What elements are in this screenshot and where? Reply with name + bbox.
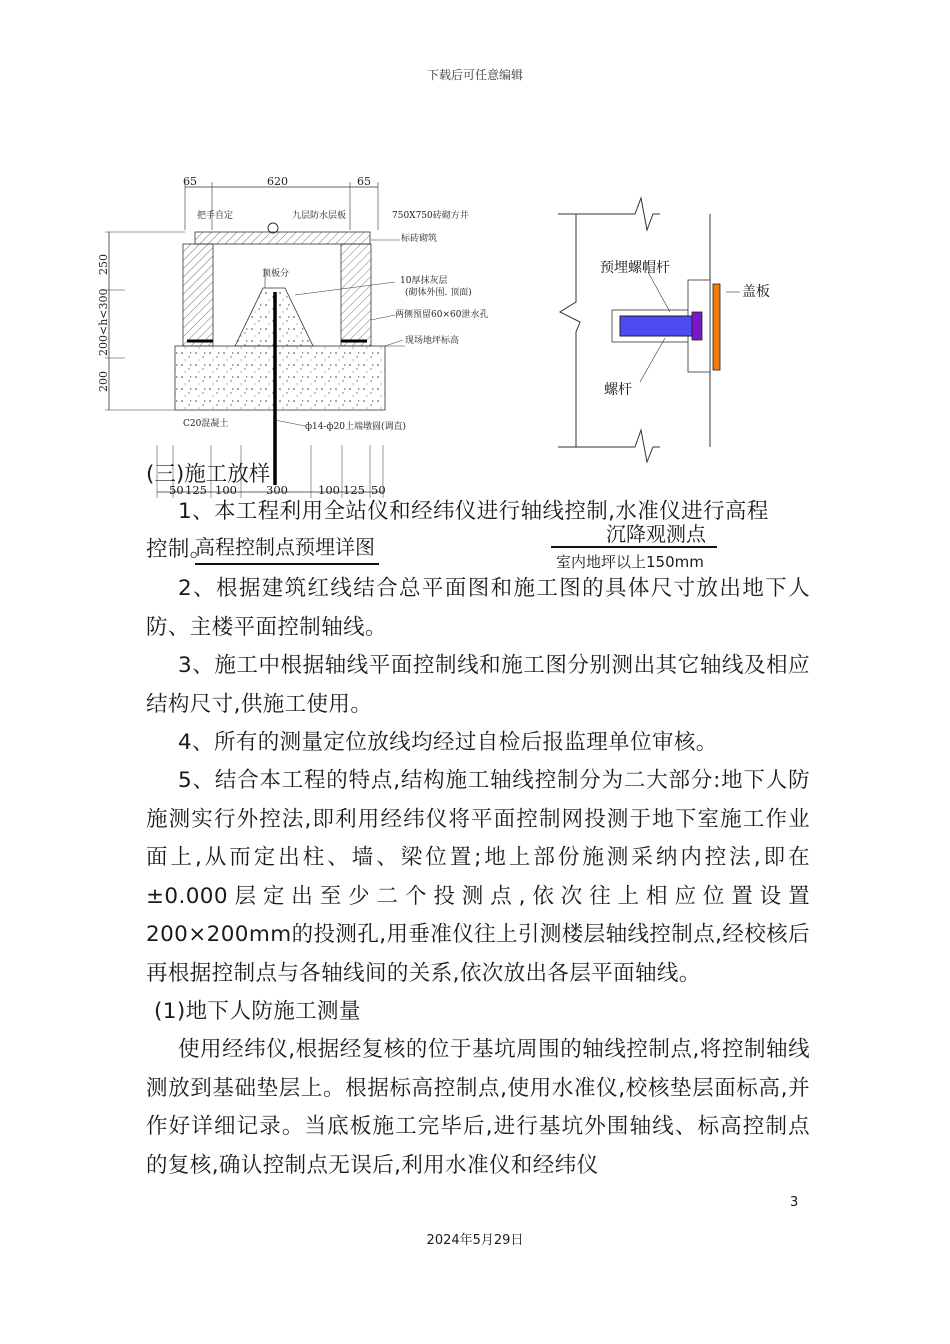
label-concrete: C20混凝土: [183, 419, 229, 429]
para-2: 2、根据建筑红线结合总平面图和施工图的具体尺寸放出地下人防、主楼平面控制轴线。: [146, 576, 810, 640]
para-5: 5、结合本工程的特点,结构施工轴线控制分为二大部分:地下人防施测实行外控法,即利用经纬仪将平面控制网投测于地下室施工作业面上,从而定出柱、墙、梁位置;地上部份施测采纳内控法,即在±0.000层定出至少二个投测点,依次往上相应位置设置200×200mm的投测孔,用垂准仪往上引测楼层轴线控制点,经校核后再根据控制点与各轴线间的关系,依次放出各层平面轴线。: [146, 768, 810, 986]
label-rebar: ф14-ф20上端墩圆(调直): [305, 422, 407, 432]
bolt-nut: [692, 312, 702, 340]
label-handle: 把手自定: [197, 211, 234, 221]
elevation-control-point-drawing: [95, 170, 489, 500]
cover-plate: [713, 284, 720, 370]
dim-bottom-1: 50: [169, 483, 184, 497]
label-waterproof: 九层防水层板: [292, 211, 347, 221]
caption-right-rule: [551, 546, 717, 548]
page-number: 3: [790, 1195, 799, 1210]
page-header-note: 下载后可任意编辑: [426, 68, 523, 82]
dim-bottom-7: 50: [371, 483, 386, 497]
label-drain: 两侧预留60×60泄水孔: [395, 310, 489, 320]
dim-left-h: 200<h<300: [97, 288, 110, 356]
label-plaster: 10厚抹灰层: [400, 276, 448, 286]
dim-bottom-6: 125: [343, 483, 365, 497]
dim-left-200: 200: [97, 371, 110, 392]
label-embedded: 预埋螺帽杆: [600, 260, 670, 276]
label-std-brick: 标砖砌筑: [401, 234, 438, 244]
dim-top-right: 65: [357, 175, 371, 188]
label-cover: 盖板: [742, 284, 770, 300]
section-heading: (三)施工放样: [146, 462, 271, 487]
dim-top-mid: 620: [267, 175, 288, 188]
settlement-point-drawing: [550, 192, 790, 452]
para-3: 3、施工中根据轴线平面控制线和施工图分别测出其它轴线及相应结构尺寸,供施工使用。: [146, 653, 810, 717]
caption-left: 高程控制点预埋详图: [195, 531, 379, 565]
dim-bottom-3: 100: [215, 483, 237, 497]
para-1-text-1: 1、本工程利用全站仪和经纬仪进行轴线控制,水准仪进行高程: [178, 499, 769, 524]
dim-top-left: 65: [183, 175, 197, 188]
label-plaster-note: (砌体外围. 顶面): [405, 288, 472, 298]
para-1-line-1: [146, 493, 810, 532]
footer-date: 2024年5月29日: [426, 1233, 524, 1248]
dim-bottom-2: 125: [185, 483, 207, 497]
caption-right: 沉降观测点: [606, 522, 706, 546]
sub-heading: (1)地下人防施工测量: [154, 999, 361, 1024]
para-1-line-2: 控制。: [146, 537, 212, 562]
bolt-rod: [620, 316, 692, 336]
dim-bottom-5: 100: [318, 483, 340, 497]
label-top-mark: 顶板分: [262, 269, 290, 279]
para-6: 使用经纬仪,根据经复核的位于基坑周围的轴线控制点,将控制轴线测放到基础垫层上。根据标高控制点,使用水准仪,校核垫层面标高,并作好详细记录。当底板施工完毕后,进行基坑外围轴线、标高控制点的复核,确认控制点无误后,利用水准仪和经纬仪: [146, 1037, 810, 1178]
dim-bottom-4: 300: [266, 483, 288, 497]
label-ground: 现场地坪标高: [405, 336, 460, 346]
label-brick-well: 750X750砖砌方井: [392, 211, 469, 221]
para-4: 4、所有的测量定位放线均经过自检后报监理单位审核。: [178, 730, 718, 755]
dim-left-250: 250: [97, 254, 110, 275]
label-bolt: 螺杆: [604, 382, 632, 398]
caption-right-sub: 室内地坪以上150mm: [556, 553, 704, 571]
